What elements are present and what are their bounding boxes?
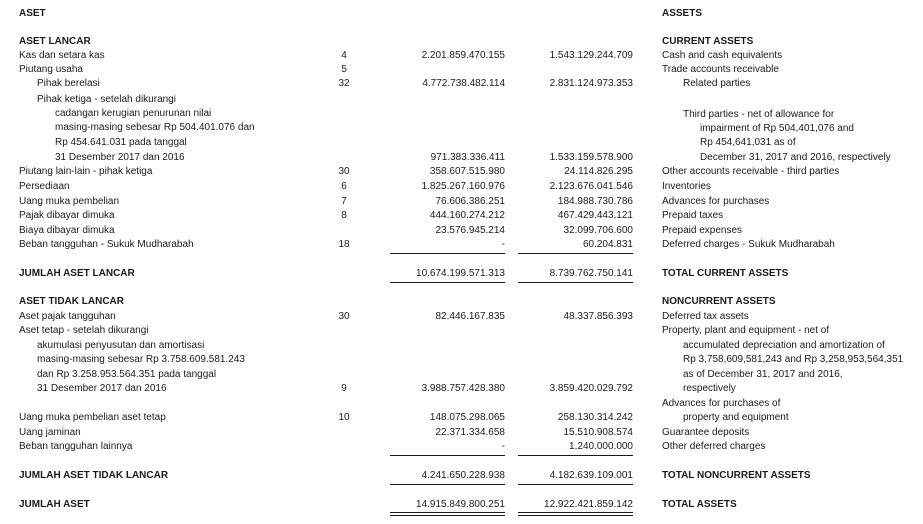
subtotal-rule: [518, 253, 633, 254]
row-value-2016: 48.337.856.393: [563, 311, 633, 322]
header-left: ASET: [19, 8, 46, 19]
row-label-id: masing-masing sebesar Rp 504.401.076 dan: [55, 122, 255, 133]
section-title-id: ASET LANCAR: [19, 36, 91, 47]
row-label-id: Pihak berelasi: [37, 78, 100, 89]
row-label-en: Advances for purchases: [662, 196, 770, 207]
row-label-id: Persediaan: [19, 181, 70, 192]
row-label-id: Aset tetap - setelah dikurangi: [19, 325, 149, 336]
row-label-id: Aset pajak tangguhan: [19, 311, 116, 322]
row-label-id: masing-masing sebesar Rp 3.758.609.581.243: [37, 354, 245, 365]
row-value-2017: 148.075.298.065: [429, 412, 505, 423]
row-label-id: Biaya dibayar dimuka: [19, 225, 115, 236]
row-label-en: Trade accounts receivable: [662, 64, 779, 75]
row-value-2017: 2.201.859.470.155: [421, 50, 505, 61]
row-note: 30: [338, 166, 350, 177]
row-note: 8: [341, 210, 347, 221]
total-label-id: JUMLAH ASET TIDAK LANCAR: [19, 470, 169, 481]
row-note: 7: [341, 196, 347, 207]
row-value-2017: -: [501, 239, 505, 250]
double-rule: [390, 512, 505, 513]
row-label-id: dan Rp 3.258.953.564.351 pada tanggal: [37, 369, 217, 380]
row-label-id: cadangan kerugian penurunan nilai: [55, 108, 212, 119]
row-note: 10: [338, 412, 350, 423]
row-value-2016: 1.240.000.000: [569, 441, 633, 452]
row-label-en: Prepaid taxes: [662, 210, 724, 221]
row-label-en: property and equipment: [683, 412, 789, 423]
row-value-2017: 4.772.738.482.114: [422, 78, 505, 89]
row-value-2017: 358.607.515.980: [429, 166, 505, 177]
row-note: 30: [338, 311, 350, 322]
total-rule: [518, 282, 633, 283]
row-label-id: Uang jaminan: [19, 427, 81, 438]
row-value-2017: 971.383.336.411: [430, 152, 505, 163]
row-label-id: Kas dan setara kas: [19, 50, 105, 61]
row-label-id: Piutang usaha: [19, 64, 83, 75]
row-value-2016: 24.114.826.295: [564, 166, 633, 177]
row-note: 18: [338, 239, 350, 250]
grand-total-value-2017: 14.915.849.800.251: [416, 499, 505, 510]
total-rule: [390, 484, 505, 485]
double-rule: [518, 515, 633, 516]
row-label-id: Pihak ketiga - setelah dikurangi: [37, 94, 176, 105]
grand-total-label-id: JUMLAH ASET: [19, 499, 90, 510]
row-label-id: Piutang lain-lain - pihak ketiga: [19, 166, 153, 177]
row-label-en: Inventories: [662, 181, 711, 192]
row-label-en: Advances for purchases of: [662, 398, 781, 409]
row-label-id: Beban tangguhan - Sukuk Mudharabah: [19, 239, 194, 250]
row-value-2016: 3.859.420.029.792: [549, 383, 633, 394]
row-label-en: respectively: [683, 383, 736, 394]
row-label-en: Prepaid expenses: [662, 225, 743, 236]
double-rule: [390, 515, 505, 516]
row-label-en: Rp 3,758,609,581,243 and Rp 3,258,953,564,351: [683, 354, 904, 365]
row-label-en: impairment of Rp 504,401,076 and: [700, 123, 854, 134]
total-label-en: TOTAL NONCURRENT ASSETS: [662, 470, 811, 481]
row-label-en: Other accounts receivable - third parties: [662, 166, 840, 177]
total-value-2017: 10.674.199.571.313: [416, 268, 505, 279]
row-value-2017: 82.446.167.835: [435, 311, 505, 322]
row-note: 32: [338, 78, 350, 89]
row-label-id: 31 Desember 2017 dan 2016: [55, 152, 185, 163]
row-value-2017: -: [501, 441, 505, 452]
total-label-en: TOTAL CURRENT ASSETS: [662, 268, 789, 279]
row-value-2016: 15.510.908.574: [563, 427, 633, 438]
row-value-2017: 23.576.945.214: [435, 225, 505, 236]
row-label-id: Rp 454.641.031 pada tanggal: [55, 137, 187, 148]
section-title-en: CURRENT ASSETS: [662, 36, 754, 47]
row-note: 9: [341, 383, 347, 394]
grand-total-label-en: TOTAL ASSETS: [662, 499, 737, 510]
total-rule: [390, 282, 505, 283]
double-rule: [518, 512, 633, 513]
row-value-2017: 1.825.267.160.976: [421, 181, 505, 192]
row-value-2016: 1.543.129.244.709: [549, 50, 633, 61]
row-note: 5: [341, 64, 347, 75]
row-label-en: Third parties - net of allowance for: [683, 109, 835, 120]
row-value-2016: 32.099.706.600: [563, 225, 633, 236]
row-label-en: Cash and cash equivalents: [662, 50, 783, 61]
row-label-id: Beban tangguhan lainnya: [19, 441, 133, 452]
row-label-en: Property, plant and equipment - net of: [662, 325, 830, 336]
total-value-2016: 8.739.762.750.141: [549, 268, 633, 279]
section-title-en: NONCURRENT ASSETS: [662, 296, 776, 307]
row-label-en: Deferred charges - Sukuk Mudharabah: [662, 239, 835, 250]
row-value-2017: 76.606.386.251: [435, 196, 505, 207]
row-note: 4: [341, 50, 347, 61]
row-label-en: Other deferred charges: [662, 441, 766, 452]
row-label-en: accumulated depreciation and amortization of: [683, 340, 885, 351]
total-value-2016: 4.182.639.109.001: [549, 470, 633, 481]
subtotal-rule: [390, 253, 505, 254]
row-note: 6: [341, 181, 347, 192]
total-label-id: JUMLAH ASET LANCAR: [19, 268, 135, 279]
row-label-en: Rp 454,641,031 as of: [700, 137, 796, 148]
total-value-2017: 4.241.650.228.938: [421, 470, 505, 481]
row-label-id: 31 Desember 2017 dan 2016: [37, 383, 167, 394]
row-label-en: Deferred tax assets: [662, 311, 749, 322]
row-value-2016: 184.988.730.786: [557, 196, 633, 207]
row-value-2017: 3.988.757.428.380: [421, 383, 505, 394]
row-label-en: December 31, 2017 and 2016, respectively: [700, 152, 891, 163]
grand-total-value-2016: 12.922.421.859.142: [544, 499, 633, 510]
subtotal-rule: [518, 455, 633, 456]
row-value-2016: 60.204.831: [582, 239, 633, 250]
row-value-2017: 444.160.274.212: [429, 210, 505, 221]
total-rule: [518, 484, 633, 485]
row-label-id: Uang muka pembelian: [19, 196, 120, 207]
row-value-2016: 2.831.124.973.353: [549, 78, 633, 89]
row-value-2016: 1.533.159.578.900: [549, 152, 633, 163]
section-title-id: ASET TIDAK LANCAR: [19, 296, 124, 307]
row-label-en: Related parties: [683, 78, 751, 89]
row-label-id: Pajak dibayar dimuka: [19, 210, 115, 221]
subtotal-rule: [390, 455, 505, 456]
row-value-2017: 22.371.334.658: [435, 427, 505, 438]
row-value-2016: 467.429.443.121: [557, 210, 633, 221]
row-label-en: as of December 31, 2017 and 2016,: [683, 369, 843, 380]
row-label-en: Guarantee deposits: [662, 427, 750, 438]
row-value-2016: 2.123.676.041.546: [549, 181, 633, 192]
row-value-2016: 258.130.314.242: [557, 412, 633, 423]
header-right: ASSETS: [662, 8, 703, 19]
row-label-id: Uang muka pembelian aset tetap: [19, 412, 166, 423]
row-label-id: akumulasi penyusutan dan amortisasi: [37, 340, 205, 351]
